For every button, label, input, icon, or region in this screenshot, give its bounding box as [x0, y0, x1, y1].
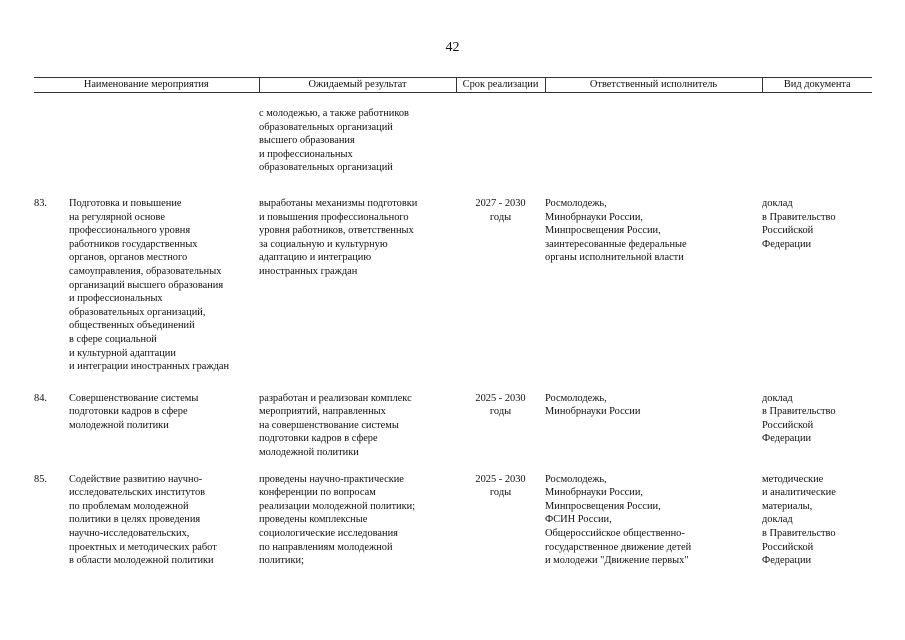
text-line: политики в целях проведения	[69, 514, 201, 526]
measure-name	[69, 473, 259, 568]
expected-result	[259, 473, 456, 568]
text-line: реализации молодежной политики;	[259, 500, 416, 512]
text-line: Совершенствование системы	[69, 392, 199, 404]
text-line: доклад	[762, 392, 793, 404]
text-line: по направлениям молодежной	[259, 541, 393, 553]
text-line: доклад	[762, 514, 793, 526]
responsible-executor	[545, 392, 762, 473]
text-line: Росмолодежь,	[545, 392, 607, 404]
text-line: Минобрнауки России	[545, 406, 641, 418]
text-line: материалы,	[762, 500, 813, 512]
table-row	[34, 197, 872, 392]
text-line: организаций высшего образования	[69, 279, 224, 291]
text-line: проведены комплексные	[259, 514, 368, 526]
continuation-row	[34, 93, 872, 197]
text-line: годы	[489, 211, 512, 223]
text-line: Минобрнауки России,	[545, 211, 644, 223]
text-line: подготовки кадров в сфере	[69, 406, 188, 418]
responsible-executor	[545, 197, 762, 392]
text-line: профессионального уровня	[69, 225, 191, 237]
text-line: Федерации	[762, 555, 812, 567]
text-line: на регулярной основе	[69, 211, 165, 223]
text-line: иностранных граждан	[259, 265, 358, 277]
text-line: общественных объединений	[69, 320, 195, 332]
row-number: 83.	[34, 197, 47, 209]
text-line: образовательных организаций	[259, 121, 393, 133]
text-line: ФСИН России,	[545, 514, 612, 526]
text-line: мероприятий, направленных	[259, 406, 386, 418]
text-line: годы	[489, 406, 512, 418]
implementation-term	[456, 197, 545, 392]
page-number: 42	[445, 40, 460, 55]
text-line: методические	[762, 473, 824, 485]
text-line: социологические исследования	[259, 528, 398, 540]
text-line: Минпросвещения России,	[545, 225, 661, 237]
text-line: адаптацию и интеграцию	[259, 252, 372, 264]
text-line: выработаны механизмы подготовки	[259, 197, 418, 209]
table-row	[34, 473, 872, 568]
text-line: конференции по вопросам	[259, 487, 376, 499]
text-line: Росмолодежь,	[545, 473, 607, 485]
text-line: органы исполнительной власти	[545, 252, 684, 264]
text-line: Российской	[762, 225, 814, 237]
text-line: заинтересованные федеральные	[545, 238, 687, 250]
text-line: органов, органов местного	[69, 252, 188, 264]
text-line: Общероссийское общественно-	[545, 528, 685, 540]
text-line: государственное движение детей	[545, 541, 692, 553]
text-line: и повышения профессионального	[259, 211, 409, 223]
text-line: годы	[489, 487, 512, 499]
text-line: в Правительство	[762, 211, 836, 223]
measure-name	[69, 197, 259, 392]
header-name: Наименование мероприятия	[34, 78, 259, 93]
implementation-term	[456, 473, 545, 568]
text-line: научно-исследовательских,	[69, 528, 190, 540]
text-line: и профессиональных	[69, 293, 163, 305]
text-line: Минпросвещения России,	[545, 500, 661, 512]
row-number: 85.	[34, 473, 47, 485]
text-line: и профессиональных	[259, 148, 353, 160]
text-line: самоуправления, образовательных	[69, 265, 222, 277]
text-line: Минобрнауки России,	[545, 487, 644, 499]
text-line: Содействие развитию научно-	[69, 473, 203, 485]
continuation-result	[259, 93, 456, 197]
text-line: политики;	[259, 555, 304, 567]
text-line: на совершенствование системы	[259, 419, 399, 431]
document-type	[762, 392, 872, 473]
header-result: Ожидаемый результат	[259, 78, 456, 93]
text-line: Российской	[762, 541, 814, 553]
text-line: и интеграции иностранных граждан	[69, 361, 230, 373]
text-line: проведены научно-практические	[259, 473, 404, 485]
text-line: исследовательских институтов	[69, 487, 206, 499]
header-doc: Вид документа	[762, 78, 872, 93]
text-line: молодежной политики	[259, 447, 359, 459]
text-line: уровня работников, ответственных	[259, 225, 414, 237]
text-line: в Правительство	[762, 406, 836, 418]
text-line: 2025 - 2030	[475, 473, 526, 485]
text-line: Федерации	[762, 238, 812, 250]
text-line: доклад	[762, 197, 793, 209]
text-line: в Правительство	[762, 528, 836, 540]
document-type	[762, 197, 872, 392]
expected-result	[259, 392, 456, 473]
table-header-row	[34, 78, 872, 93]
measures-table	[34, 77, 872, 568]
text-line: проектных и методических работ	[69, 541, 217, 553]
document-type	[762, 473, 872, 568]
text-line: Российской	[762, 419, 814, 431]
implementation-term	[456, 392, 545, 473]
text-line: подготовки кадров в сфере	[259, 433, 378, 445]
text-line: и молодежи "Движение первых"	[545, 555, 689, 567]
text-line: молодежной политики	[69, 419, 169, 431]
text-line: разработан и реализован комплекс	[259, 392, 412, 404]
row-number: 84.	[34, 392, 47, 404]
text-line: за социальную и культурную	[259, 238, 388, 250]
responsible-executor	[545, 473, 762, 568]
table-row	[34, 392, 872, 473]
text-line: с молодежью, а также работников	[259, 108, 409, 119]
expected-result	[259, 197, 456, 392]
text-line: Росмолодежь,	[545, 197, 607, 209]
header-executor: Ответственный исполнитель	[545, 78, 762, 93]
text-line: образовательных организаций,	[69, 306, 206, 318]
text-line: высшего образования	[259, 135, 355, 147]
text-line: и аналитические	[762, 487, 836, 499]
text-line: и культурной адаптации	[69, 347, 176, 359]
text-line: в сфере социальной	[69, 333, 157, 345]
text-line: 2027 - 2030	[475, 197, 526, 209]
text-line: в области молодежной политики	[69, 555, 214, 567]
text-line: Федерации	[762, 433, 812, 445]
text-line: по проблемам молодежной	[69, 500, 189, 512]
text-line: Подготовка и повышение	[69, 197, 182, 209]
text-line: 2025 - 2030	[475, 392, 526, 404]
measure-name	[69, 392, 259, 473]
header-term: Срок реализации	[456, 78, 545, 93]
text-line: работников государственных	[69, 238, 198, 250]
text-line: образовательных организаций	[259, 162, 393, 174]
